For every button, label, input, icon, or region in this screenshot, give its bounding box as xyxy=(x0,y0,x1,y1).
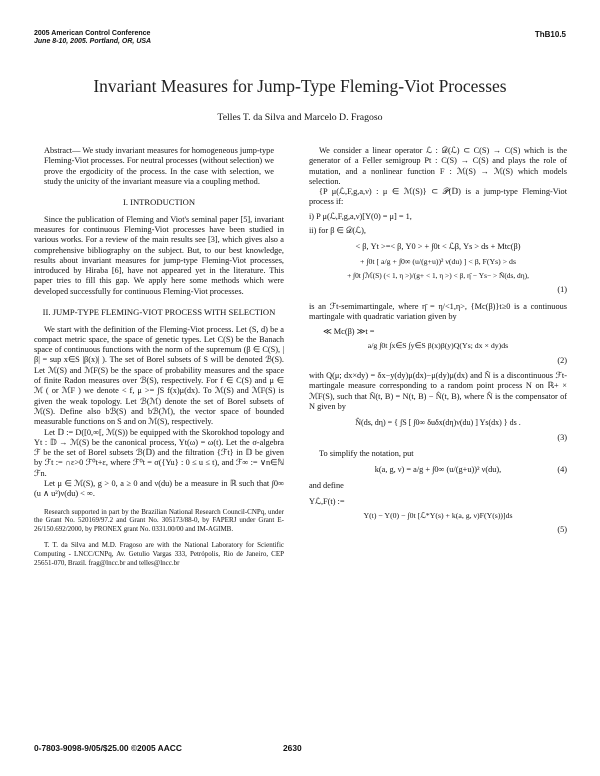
condition-ii: ii) for β ∈ 𝒟(ℒ), xyxy=(309,226,366,236)
page-number: 2630 xyxy=(283,743,302,753)
skorokhod-paragraph: Let 𝔻 := D([0,∞[, ℳ(S)) be equipped with the Skorokhod topology and Yt : 𝔻 → ℳ(S) be the canonical process, Yt(ω) = ω(t). Let the σ-algebra ℱ be the set of Borel subsets ℬ(𝔻) and the filtration {ℱt} in 𝔻 be given by ℱt := ∩ε>0 ℱ⁰t+ε, where ℱ⁰t = σ({Yu} : 0 ≤ u ≤ t), and ℱ∞ := ∨n∈ℕ ℱn. xyxy=(34,427,284,478)
equation-4-number: (4) xyxy=(557,465,567,475)
intro-paragraph: Since the publication of Fleming and Viot's seminal paper [5], invariant measures for continuous Fleming-Viot processes have been studied in various works. For a review of the main results see [3], which gives also a comprehensive bibliography on the subject. But, to our best knowledge, results about invariant measures for jump-type Fleming-Viot processes, introduced by Hiraba [6], have not appeared yet in the literature. This paper tries to fill this gap. We apply here some methods which were developed successfully for continuous Fleming-Viot processes. xyxy=(34,214,284,296)
equation-5 xyxy=(309,497,567,536)
equation-3-number: (3) xyxy=(557,432,567,442)
equation-1 xyxy=(309,242,567,295)
process-definition: {P μ(ℒ,F,g,a,ν) : μ ∈ ℳ(S)} ⊂ 𝒫(𝔻) is a jump-type Fleming-Viot process if: xyxy=(309,187,567,207)
footnote-funding: Research supported in part by the Brazilian National Research Council-CNPq, under the Grant No. 520169/97.2 and Grant No. 305173/88-0, by FAPERJ under Grant E-26/150.692/2000, by PRONEX grant No. 0331.00/00 and IM-AGIMB. xyxy=(34,507,284,533)
equation-2-line-a: ≪ Mc(β) ≫t = xyxy=(323,327,375,337)
definition-paragraph: We start with the definition of the Fleming-Viot process. Let (S, d) be a compact metric space, the space of genetic types. Let C(S) be the Banach space of continuous functions with the norm of the supremum (β ∈ C(S), |β| = sup x∈S |β(x)| ). The set of Borel subsets of S will be denoted ℬ(S). Let ℳ(S) and ℳF(S) be the space of probability measures and the space of finite Radon measures over ℬ(S), respectively. For f ∈ C(S) and μ ∈ ℳ ( or ℳF ) we denote < f, μ >= ∫S f(x)μ(dx). To ℳ(S) and ℳF(S) is given the weak topology. Let ℬ(ℳ) denote the set of Borel subsets of ℳ(S). Define also bℬ(S) and bℬ(ℳ), the vector space of bounded measurable functions on S and on ℳ(S), respectively. xyxy=(34,324,284,427)
measure-paragraph: Let μ ∈ ℳ(S), g > 0, a ≥ 0 and ν(du) be a measure in ℝ such that ∫0∞ (u ∧ u²)ν(du) < ∞. xyxy=(34,479,284,499)
equation-2-number: (2) xyxy=(557,355,567,365)
equation-3-body: N̂(ds, dη) = { ∫S [ ∫0∞ δuδx(dη)ν(du) ] Ys(dx) } ds . xyxy=(355,418,521,428)
section-heading-introduction: I. INTRODUCTION xyxy=(122,197,196,208)
equation-1-line-c: + ∫0t ∫ℳ(S) (< 1, η >)/(g+ < 1, η >) < β, η̄ − Ys− > Ñ(ds, dη), xyxy=(347,270,529,280)
equation-4 xyxy=(309,465,567,475)
left-column xyxy=(34,146,284,567)
compensator-paragraph: with Q(μ; dx×dy) = δx−y(dy)μ(dx)−μ(dy)μ(dx) and Ñ is a discontinuous ℱt-martingale measure corresponding to a random point process N on ℝ+ × ℳF(S), such that Ñ(t, B) = N(t, B) − N̂(t, B), where N̂ is the compensator of N given by xyxy=(309,371,567,411)
equation-3 xyxy=(309,418,567,443)
equation-2-line-b: a/g ∫0t ∫x∈S ∫y∈S β(x)β(y)Q(Ys; dx × dy)ds xyxy=(367,341,509,351)
conference-location: June 8-10, 2005. Portland, OR, USA xyxy=(34,38,152,45)
notation-sentence: To simplify the notation, put xyxy=(319,448,414,458)
operator-paragraph: We consider a linear operator ℒ : 𝒟(ℒ) ⊂ C(S) → C(S) which is the generator of a Feller semigroup Pt : C(S) → C(S) and plays the role of mutation, and a nonlinear function F : ℳ(S) → ℳ(S) which models selection. xyxy=(309,146,567,186)
session-id: ThB10.5 xyxy=(534,30,566,39)
paper-authors: Telles T. da Silva and Marcelo D. Fragoso xyxy=(217,112,383,123)
equation-4-body: k(a, g, ν) = a/g + ∫0∞ (u/(g+u))² ν(du), xyxy=(374,465,502,475)
footnote-affiliation: T. T. da Silva and M.D. Fragoso are with the National Laboratory for Scientific Computing - LNCC/CNPq, Av. Getulio Vargas 333, Petrópolis, Rio de Janeiro, CEP 25651-070, Brazil. frag@lncc.br and telles@lncc.br xyxy=(34,541,284,567)
isbn-footer: 0-7803-9098-9/05/$25.00 ©2005 AACC xyxy=(34,743,182,753)
conference-header xyxy=(34,30,151,46)
right-column xyxy=(309,146,567,541)
equation-5-number: (5) xyxy=(557,525,567,535)
define-sentence: and define xyxy=(309,481,344,491)
conference-name: 2005 American Control Conference xyxy=(34,30,151,37)
section-heading-jump-type: II. JUMP-TYPE FLEMING-VIOT PROCESS WITH SELECTION xyxy=(42,307,276,318)
semimartingale-paragraph: is an ℱt-semimartingale, where η̄ = η/<1,η>, {Mc(β)}t≥0 is a continuous martingale with quadratic variation given by xyxy=(309,301,567,321)
abstract: Abstract— We study invariant measures for homogeneous jump-type Fleming-Viot processes. For neutral processes (without selection) we prove the ergodicity of the process. In the case with selection, we study the unicity of the invariant measure via a coupling method. xyxy=(44,146,274,186)
condition-i: i) P μ(ℒ,F,g,a,ν)[Y(0) = μ] = 1, xyxy=(309,211,412,221)
equation-5-line-b: Y(t) − Y(0) − ∫0t [ℒ*Y(s) + k(a, g, ν)F(Y(s))]ds xyxy=(363,511,513,521)
equation-1-line-b: + ∫0t [ a/g + ∫0∞ (u/(g+u))² ν(du) ] < β, F(Ys) > ds xyxy=(360,256,516,266)
equation-1-line-a: < β, Yt >=< β, Y0 > + ∫0t < ℒβ, Ys > ds + Mtc(β) xyxy=(355,242,521,252)
equation-1-number: (1) xyxy=(557,285,567,295)
equation-5-line-a: Yℒ,F(t) := xyxy=(309,496,345,506)
equation-2 xyxy=(309,327,567,366)
paper-title: Invariant Measures for Jump-Type Fleming-Viot Processes xyxy=(93,76,507,96)
